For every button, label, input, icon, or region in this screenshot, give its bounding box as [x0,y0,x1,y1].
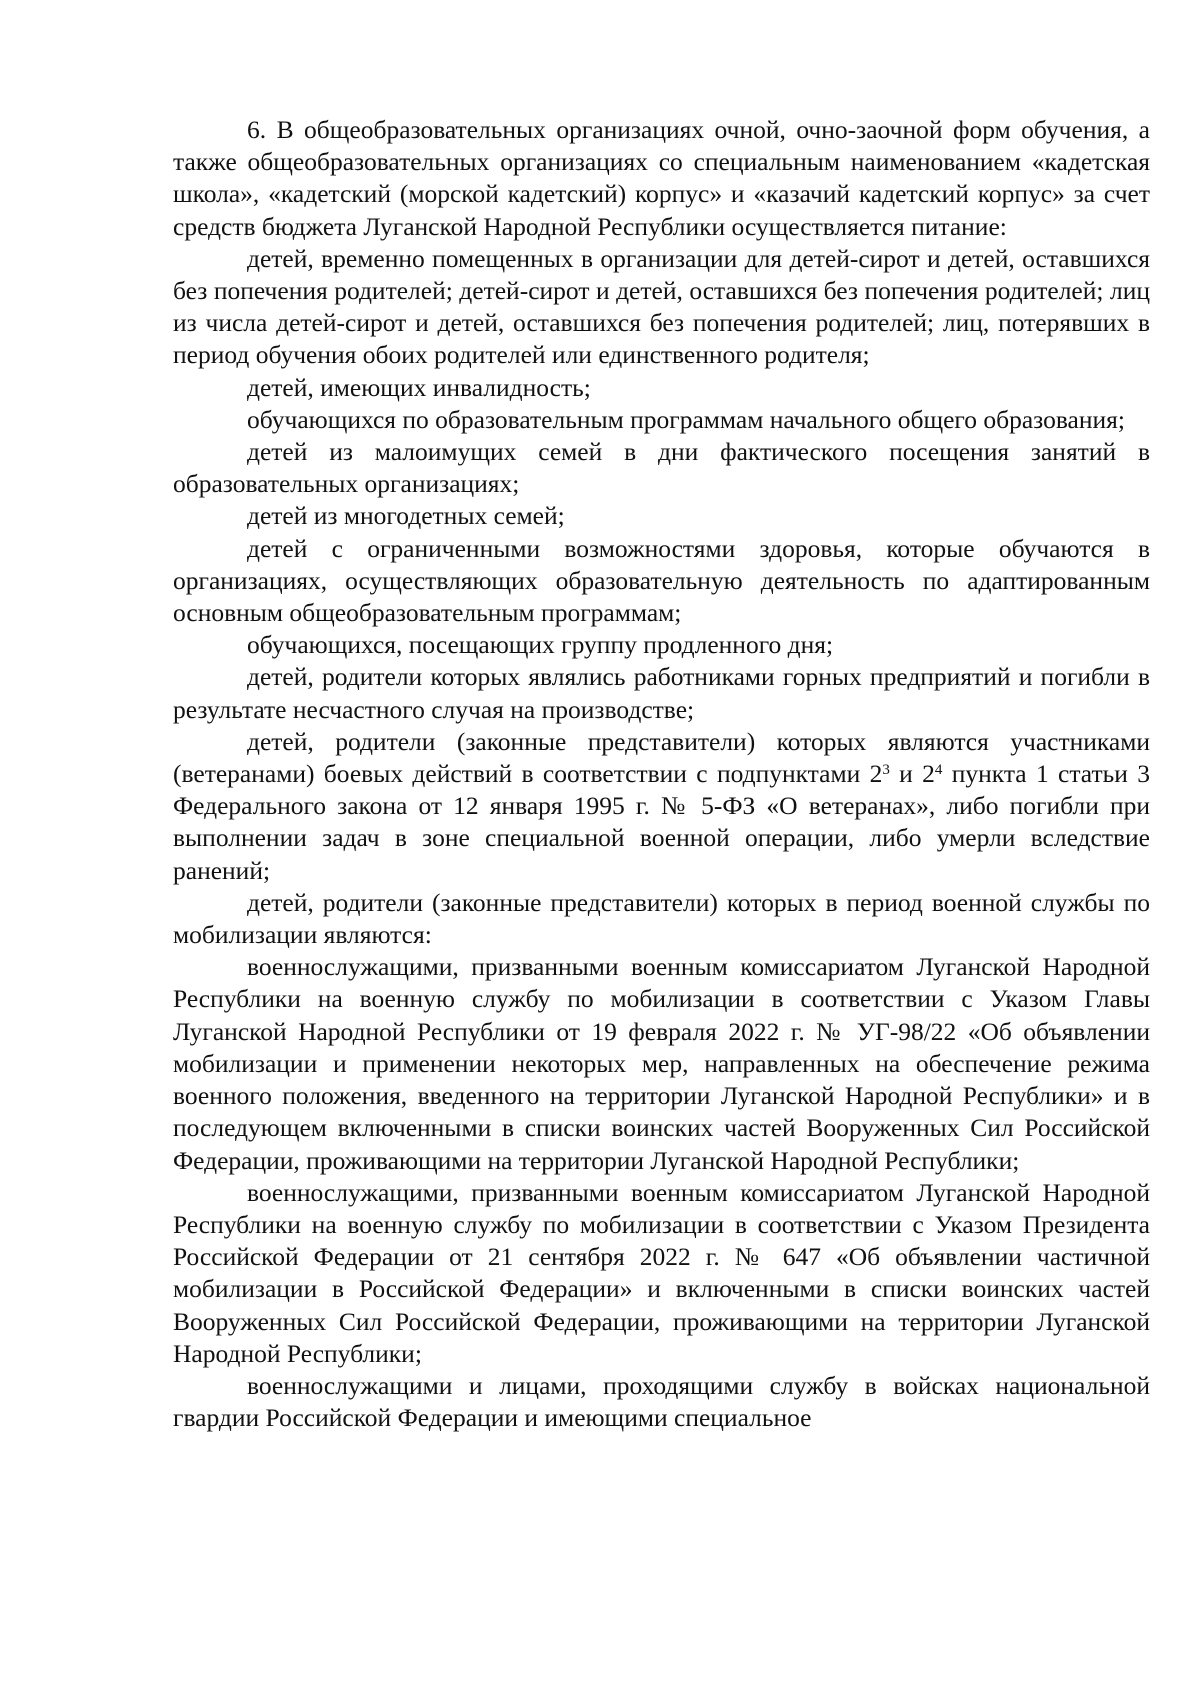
paragraph-orphans: детей, временно помещенных в организации для детей-сирот и детей, оставшихся без попечения родителей; детей-сирот и детей, оставшихся без попечения родителей; лиц из числа детей-сирот и детей, оставшихся без попечения родителей; лиц, потерявших в период обучения обоих родителей или единственного родителя; [173,243,1150,370]
paragraph-veterans-part3: пункта 1 статьи 3 Федерального закона от 12 января 1995 г. № 5-ФЗ «О ветеранах», либо погибли при выполнении задач в зоне специальной военной операции, либо умерли вследствие ранений; [173,759,1150,885]
paragraph-veterans-part1: детей, родители (законные представители) которых являются участниками (ветеранами) боевых действий в соответствии с подпунктами 2 [173,726,1150,789]
paragraph-mobilization-rf: военнослужащими, призванными военным комиссариатом Луганской Народной Республики на военную службу по мобилизации в соответствии с Указом Президента Российской Федерации от 21 сентября 2022 г. № 647 «Об объявлении частичной мобилизации в Российской Федерации» и включенными в списки воинских частей Вооруженных Сил Российской Федерации, проживающими на территории Луганской Народной Республики; [173,1177,1150,1368]
paragraph-national-guard: военнослужащими и лицами, проходящими службу в войсках национальной гвардии Российской Федерации и имеющими специальное [173,1370,1150,1433]
paragraph-special-needs: детей с ограниченными возможностями здоровья, которые обучаются в организациях, осуществляющих образовательную деятельность по адаптированным основным общеобразовательным программам; [173,533,1150,628]
superscript-3: 3 [882,761,890,778]
document-page [173,114,1150,1434]
paragraph-primary-education: обучающихся по образовательным программам начального общего образования; [247,404,1125,434]
paragraph-mobilization-intro: детей, родители (законные представители) которых в период военной службы по мобилизации являются: [173,887,1150,950]
paragraph-miners: детей, родители которых являлись работниками горных предприятий и погибли в результате несчастного случая на производстве; [173,662,1150,724]
paragraph-item-6-intro: 6. В общеобразовательных организациях очной, очно-заочной форм обучения, а также общеобразовательных организациях со специальным наименованием «кадетская школа», «кадетский (морской кадетский) корпус» и «казачий кадетский корпус» за счет средств бюджета Луганской Народной Республики осуществляется питание: [173,115,1150,241]
paragraph-disability: детей, имеющих инвалидность; [247,372,591,402]
superscript-4: 4 [934,761,943,778]
paragraph-mobilization-lnr: военнослужащими, призванными военным комиссариатом Луганской Народной Республики на военную службу по мобилизации в соответствии с Указом Главы Луганской Народной Республики от 19 февраля 2022 г. № УГ-98/22 «Об объявлении мобилизации и применении некоторых мер, направленных на обеспечение режима военного положения, введенного на территории Луганской Народной Республики» и в последующем включенными в списки воинских частей Вооруженных Сил Российской Федерации, проживающими на территории Луганской Народной Республики; [173,952,1150,1175]
paragraph-large-families: детей из многодетных семей; [247,501,565,531]
paragraph-extended-day: обучающихся, посещающих группу продленного дня; [247,630,834,660]
paragraph-veterans-part2: и 2 [889,759,935,789]
paragraph-low-income: детей из малоимущих семей в дни фактического посещения занятий в образовательных организациях; [173,437,1150,499]
paragraph-veterans [173,726,1150,887]
